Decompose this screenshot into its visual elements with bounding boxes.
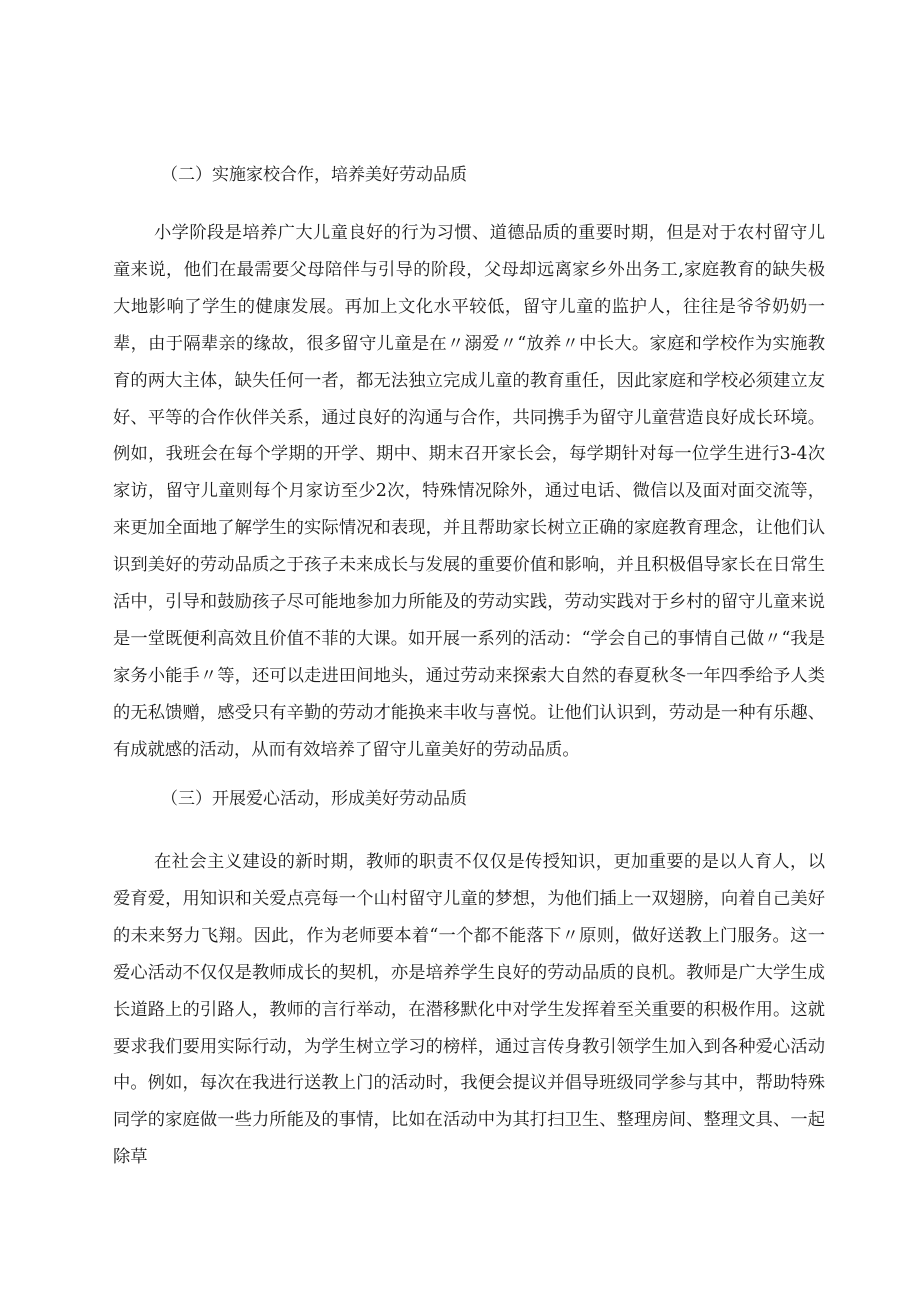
section-heading-2-text: （二）实施家校合作，培养美好劳动品质	[161, 165, 467, 185]
section-paragraph-2: 小学阶段是培养广大儿童良好的行为习惯、道德品质的重要时期，但是对于农村留守儿童来说，他们在最需要父母陪伴与引导的阶段，父母却远离家乡外出务工,家庭教育的缺失极大地影响了学生的健康发展。再加上文化水平较低，留守儿童的监护人，往往是爷爷奶奶一辈，由于隔辈亲的缘故，很多留守儿童是在〃溺爱〃“放养〃中长大。家庭和学校作为实施教育的两大主体，缺失任何一者，都无法独立完成儿童的教育重任，因此家庭和学校必须建立友好、平等的合作伙伴关系，通过良好的沟通与合作，共同携手为留守儿童营造良好成长环境。例如，我班会在每个学期的开学、期中、期末召开家长会，每学期针对每一位学生进行3-4次家访，留守儿童则每个月家访至少2次，特殊情况除外，通过电话、微信以及面对面交流等，来更加全面地了解学生的实际情况和表现，并且帮助家长树立正确的家庭教育理念，让他们认识到美好的劳动品质之于孩子未来成长与发展的重要价值和影响，并且积极倡导家长在日常生活中，引导和鼓励孩子尽可能地参加力所能及的劳动实践，劳动实践对于乡村的留守儿童来说是一堂既便利高效且价值不菲的大课。如开展一系列的活动：“学会自己的事情自己做〃“我是家务小能手〃等，还可以走进田间地头，通过劳动来探索大自然的春夏秋冬一年四季给予人类的无私馈赠，感受只有辛勤的劳动才能换来丰收与喜悦。让他们认识到，劳动是一种有乐趣、有成就感的活动，从而有效培养了留守儿童美好的劳动品质。	[113, 223, 825, 760]
section-paragraph-3: 在社会主义建设的新时期，教师的职责不仅仅是传授知识，更加重要的是以人育人，以爱育爱，用知识和关爱点亮每一个山村留守儿童的梦想，为他们插上一双翅膀，向着自己美好的未来努力飞翔。因此，作为老师要本着“一个都不能落下〃原则，做好送教上门服务。这一爱心活动不仅仅是教师成长的契机，亦是培养学生良好的劳动品质的良机。教师是广大学生成长道路上的引路人，教师的言行举动，在潜移默化中对学生发挥着至关重要的积极作用。这就要求我们要用实际行动，为学生树立学习的榜样，通过言传身教引领学生加入到各种爱心活动中。例如，每次在我进行送教上门的活动时，我便会提议并倡导班级同学参与其中，帮助特殊同学的家庭做一些力所能及的事情，比如在活动中为其打扫卫生、整理房间、整理文具、一起除草	[113, 852, 825, 1168]
section-heading-3-text: （三）开展爱心活动，形成美好劳动品质	[161, 789, 467, 809]
